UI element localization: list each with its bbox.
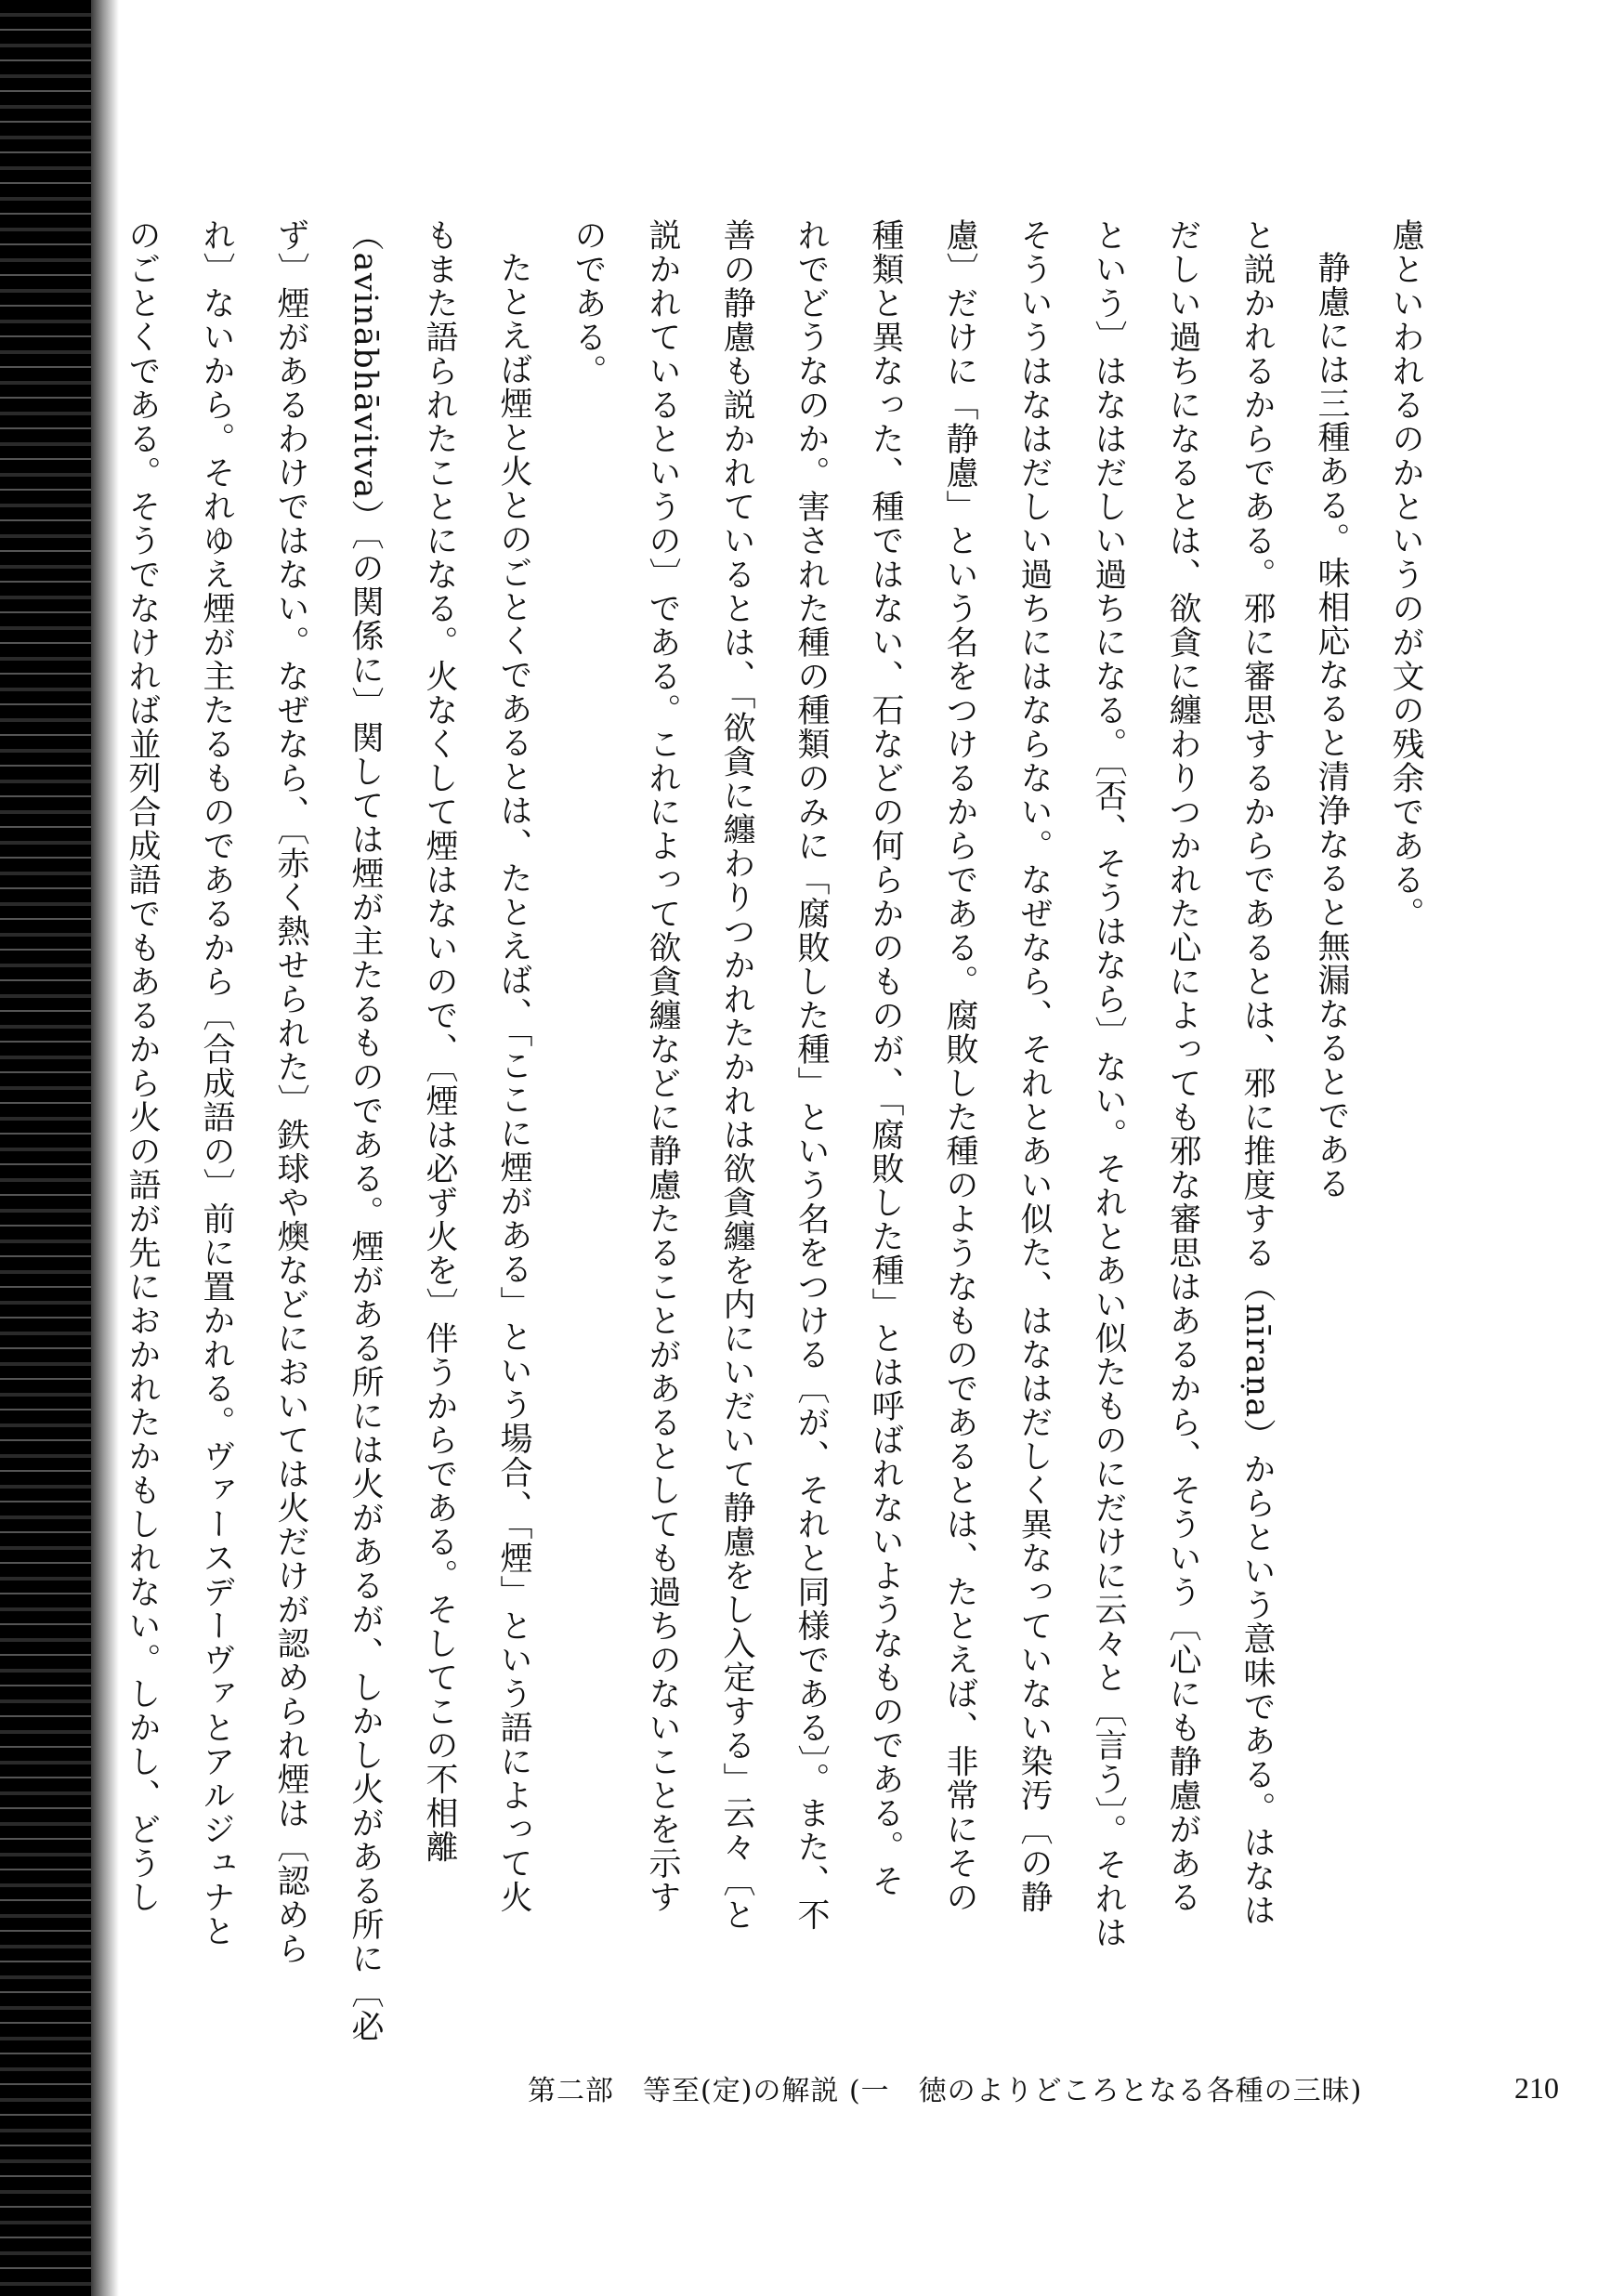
scan-edge-artifact [0,0,91,2296]
text-line: （avinābhāvitva）〔の関係に〕関しては煙が主たるものである。煙がある所には火があるが、しかし火がある所に〔必 [347,218,384,2044]
text-line: という〕はなはだしい過ちになる。〔否、そうはなら〕ない。それとあい似たものにだけに云々と〔言う〕。それは [1090,218,1127,1949]
text-line: 善の静慮も説かれているとは、「欲貪に纏わりつかれたかれは欲貪纏を内にいだいて静慮をし入定する」云々〔と [718,218,755,1932]
text-line: 慮〕だけに「静慮」という名をつけるからである。腐敗した種のようなものであるとは、たとえば、非常にその [941,218,978,1914]
text-line: だしい過ちになるとは、欲貪に纏わりつかれた心によっても邪な審思はあるから、そういう〔心にも静慮がある [1164,218,1201,1914]
text-line: 慮といわれるのかというのが文の残余である。 [1387,218,1424,931]
running-footer [528,2067,1559,2108]
page-number: 210 [1514,2070,1559,2105]
text-line: れでどうなのか。害された種の種類のみに「腐敗した種」という名をつける〔が、それと同様である〕。また、不 [792,218,830,1932]
running-title: 第二部 等至(定)の解説 (一 徳のよりどころとなる各種の三昧) [528,2075,1363,2107]
text-line: のである。 [570,218,607,388]
text-line: のごとくである。そうでなければ並列合成語でもあるから火の語が先におかれたかもしれない。しかし、どうし [124,218,161,1914]
text-line: 静慮には三種ある。味相応なると清浄なると無漏なるとである [1313,251,1350,1200]
text-line: 説かれているというの〕である。これによって欲貪纏などに静慮たることがあるとしても過ちのないことを示す [644,218,681,1914]
text-line: そういうはなはだしい過ちにはならない。なぜなら、それとあい似た、はなはだしく異なっていない染汚〔の静 [1015,218,1053,1914]
vertical-body-text [124,218,1443,2058]
text-line: 種類と異なった、種ではない、石などの何らかのものが、「腐敗した種」とは呼ばれないようなものである。そ [867,218,904,1898]
text-line: と説かれるからである。邪に審思するからであるとは、邪に推度する（nīraṇa）からという意味である。はなは [1238,218,1276,1928]
text-line: ず〕煙があるわけではない。なぜなら、〔赤く熱せられた〕鉄球や燠などにおいては火だけが認められ煙は〔認めら [272,218,309,1966]
book-page [119,0,1624,2296]
text-line: もまた語られたことになる。火なくして煙はないので、〔煙は必ず火を〕伴うからである。そしてこの不相離 [421,218,458,1864]
text-line: たとえば煙と火とのごとくであるとは、たとえば、「ここに煙がある」という場合、「煙」という語によって火 [495,251,532,1914]
text-line: れ〕ないから。それゆえ煙が主たるものであるから〔合成語の〕前に置かれる。ヴァースデーヴァとアルジュナと [198,218,235,1948]
